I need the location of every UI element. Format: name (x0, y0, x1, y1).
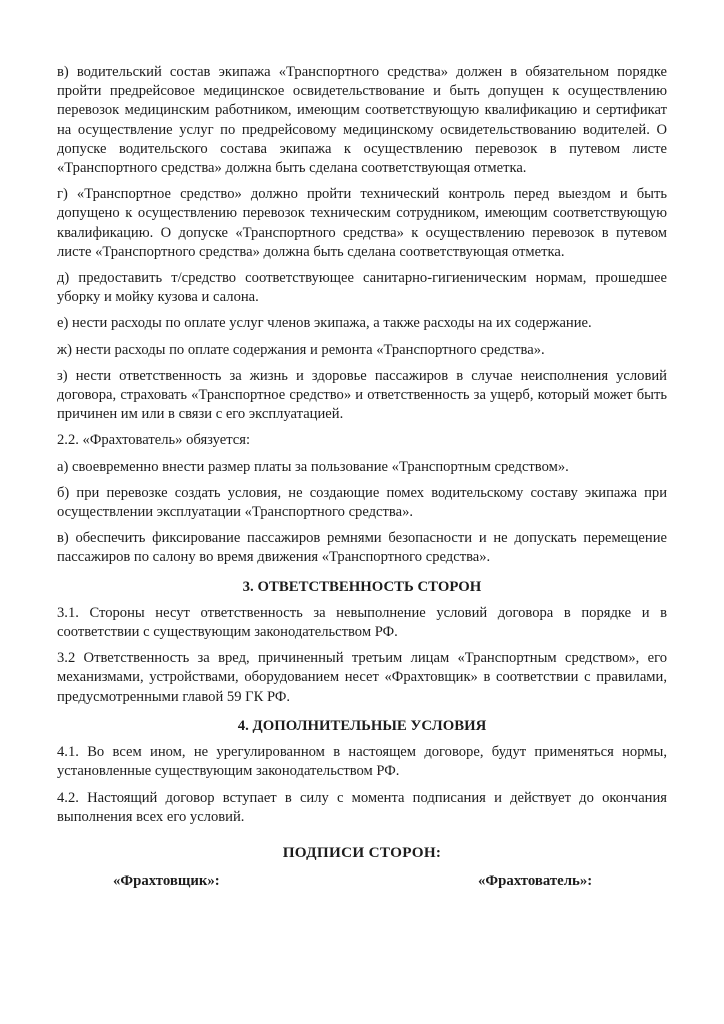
clause-d-sanitary-norms: д) предоставить т/средство соответствующее санитарно-гигиеническим нормам, прошедшее уборку и мойку кузова и салона. (57, 270, 667, 306)
section-3-heading: 3. ОТВЕТСТВЕННОСТЬ СТОРОН (242, 578, 482, 595)
clause-e-crew-expenses: е) нести расходы по оплате услуг членов экипажа, а также расходы на их содержание. (57, 315, 592, 332)
clause-v-seatbelts: в) обеспечить фиксирование пассажиров ремнями безопасности и не допускать перемещение пассажиров по салону во время движения «Транспортного средства». (57, 530, 667, 566)
clause-4-2: 4.2. Настоящий договор вступает в силу с момента подписания и действует до окончания выполнения всех его условий. (57, 789, 667, 825)
clause-a-payment: а) своевременно внести размер платы за пользование «Транспортным средством». (57, 458, 569, 475)
clause-3-1: 3.1. Стороны несут ответственность за невыполнение условий договора в порядке и в соответствии с существующим законодательством РФ. (57, 604, 667, 641)
clause-4-1: 4.1. Во всем ином, не урегулированном в настоящем договоре, будут применяться нормы, установленные существующим законодательством РФ. (57, 744, 667, 780)
clause-v-driver-medical-check: в) водительский состав экипажа «Транспортного средства» должен в обязательном порядке пройти предрейсовое медицинское освидетельствование и быть допущен к осуществлению перевозок медицинским работником, имеющим соответствующую квалификацию и сертификат на осуществление услуг по предрейсовому медицинскому освидетельствованию водителей. О допуске водительского состава экипажа к осуществлению перевозок в путевом листе «Транспортного средства» должна быть сделана соответствующая отметка. (57, 64, 667, 177)
clause-b-no-interference: б) при перевозке создать условия, не создающие помех водительскому составу экипажа при осуществлении эксплуатации «Транспортного средства». (57, 484, 667, 521)
signature-charterer-label: «Фрахтователь»: (478, 873, 593, 890)
signature-freighter-label: «Фрахтовщик»: (113, 873, 220, 890)
clause-g-technical-control: г) «Транспортное средство» должно пройти технический контроль перед выездом и быть допущено к осуществлению перевозок техническим сотрудником, имеющим соответствующую квалификацию. О допуске «Транспортного средства» к осуществлению перевозок в путевом листе «Транспортного средства» должна быть сделана соответствующая отметка. (57, 186, 667, 260)
clause-zh-maintenance-expenses: ж) нести расходы по оплате содержания и ремонта «Транспортного средства». (57, 341, 545, 358)
clause-z-liability-passengers: з) нести ответственность за жизнь и здоровье пассажиров в случае неисполнения условий договора, страховать «Транспортное средство» и ответственность за ущерб, который может быть причинен им или в связи с его эксплуатацией. (57, 367, 667, 423)
signatures-heading: ПОДПИСИ СТОРОН: (282, 843, 442, 861)
clause-3-2: 3.2 Ответственность за вред, причиненный третьим лицам «Транспортным средством», его механизмами, устройствами, оборудованием несет «Фрахтовщик» в соответствии с правилами, предусмотренными главой 59 ГК РФ. (57, 650, 667, 705)
section-4-heading: 4. ДОПОЛНИТЕЛЬНЫЕ УСЛОВИЯ (237, 717, 487, 734)
signature-row (57, 873, 667, 895)
clause-2-2-intro: 2.2. «Фрахтователь» обязуется: (57, 432, 251, 449)
document-content (57, 63, 667, 895)
